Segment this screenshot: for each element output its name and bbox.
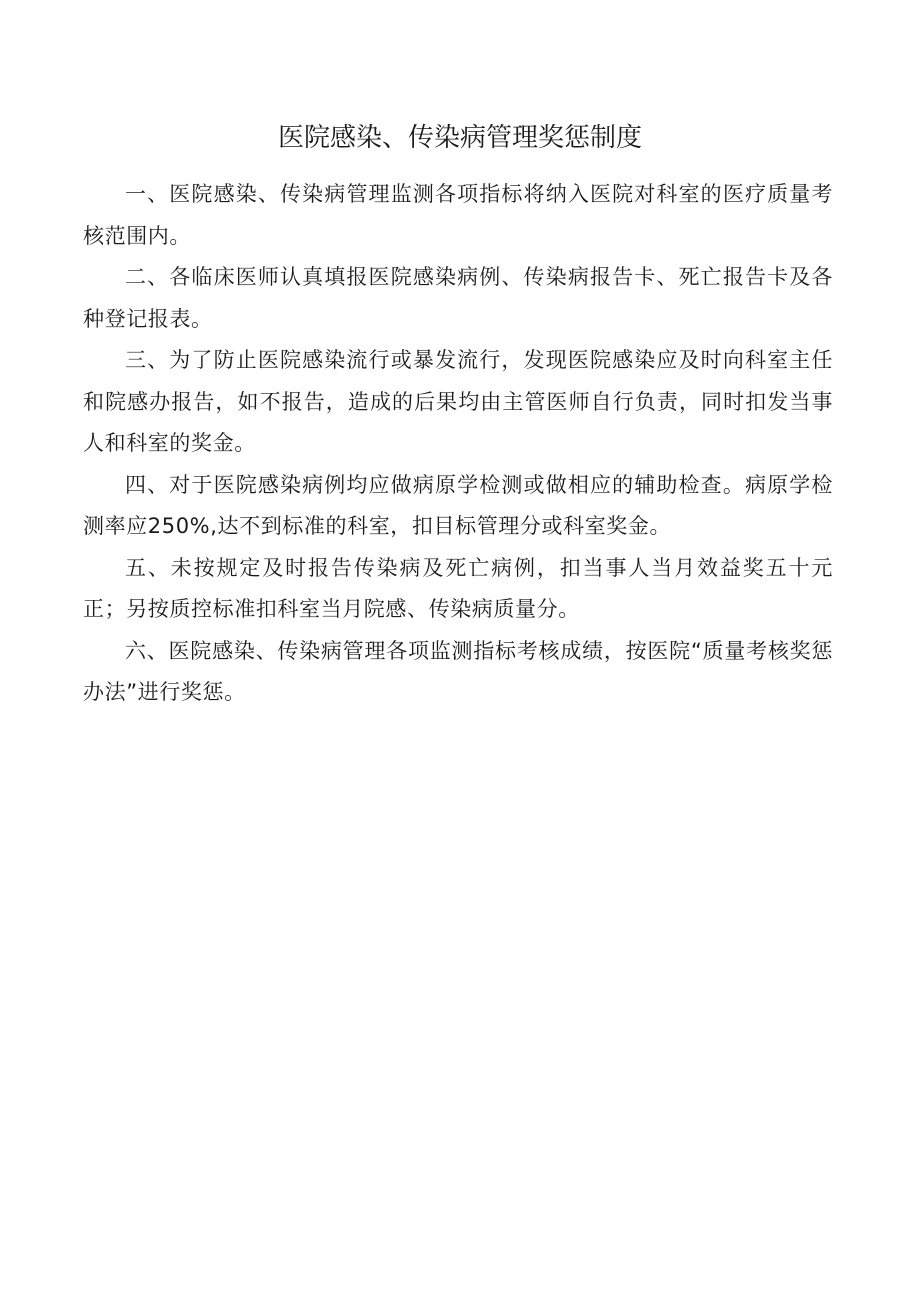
document-title: 医院感染、传染病管理奖惩制度 — [277, 123, 642, 153]
paragraph-5: 五、未按规定及时报告传染病及死亡病例，扣当事人当月效益奖五十元正；另按质控标准扣科室当月院感、传染病质量分。 — [83, 555, 833, 621]
document-body — [83, 174, 833, 714]
paragraph-3: 三、为了防止医院感染流行或暴发流行，发现医院感染应及时向科室主任和院感办报告，如不报告，造成的后果均由主管医师自行负责，同时扣发当事人和科室的奖金。 — [83, 348, 833, 455]
paragraph-2: 二、各临床医师认真填报医院感染病例、传染病报告卡、死亡报告卡及各种登记报表。 — [83, 265, 833, 331]
paragraph-1: 一、医院感染、传染病管理监测各项指标将纳入医院对科室的医疗质量考核范围内。 — [83, 182, 833, 248]
paragraph-6: 六、医院感染、传染病管理各项监测指标考核成绩，按医院“质量考核奖惩办法”进行奖惩。 — [83, 638, 833, 704]
paragraph-4: 四、对于医院感染病例均应做病原学检测或做相应的辅助检查。病原学检测率应250%,达不到标准的科室，扣目标管理分或科室奖金。 — [83, 472, 833, 538]
